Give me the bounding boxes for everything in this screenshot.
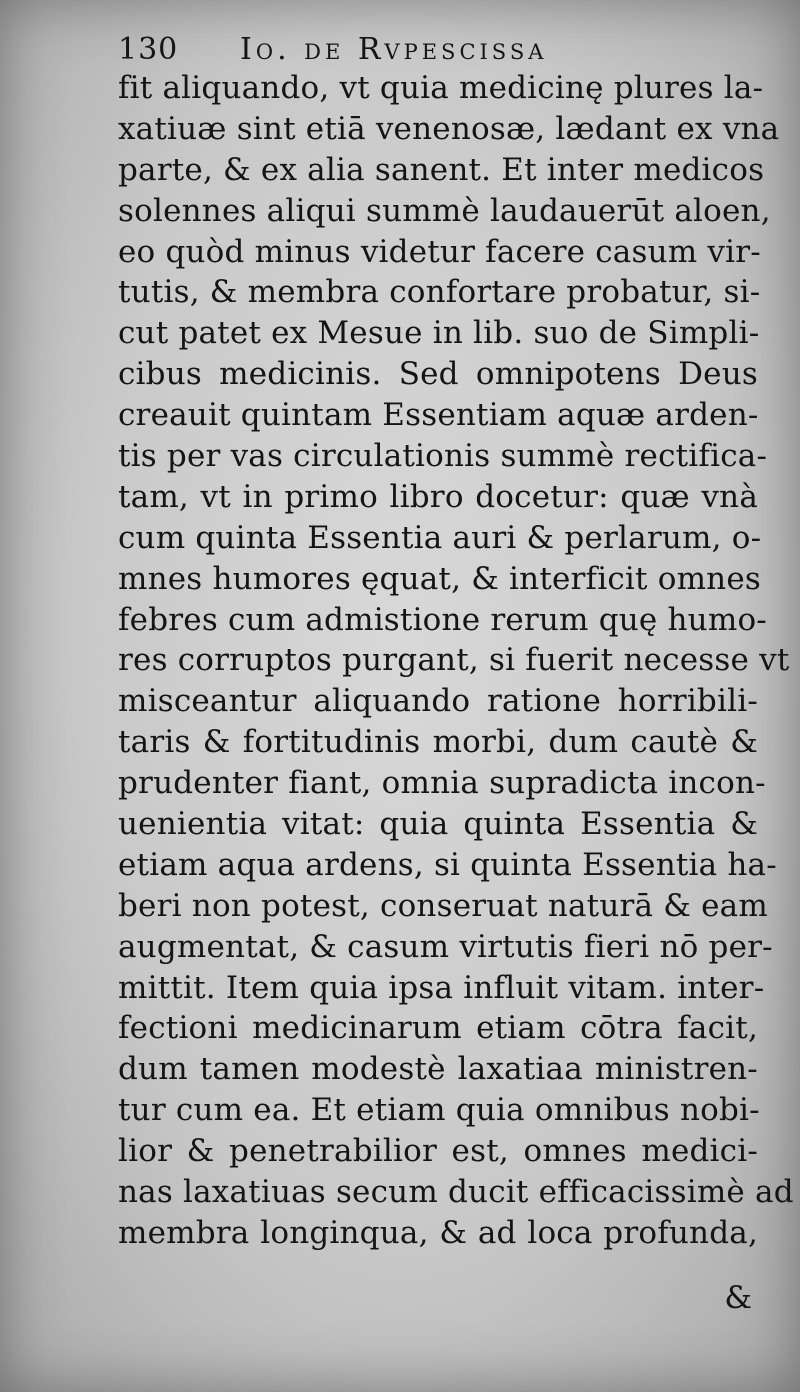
text-line: cut patet ex Mesue in lib. suo de Simpli- <box>118 315 760 352</box>
text-line: solennes aliqui summè laudauerūt aloen, <box>118 192 771 229</box>
text-line: res corruptos purgant, si fuerit necesse vt <box>118 642 790 679</box>
text-line: nas laxatiuas secum ducit efficacissimè ad <box>118 1174 794 1211</box>
text-line: fit aliquando, vt quia medicinę plures la- <box>118 70 764 106</box>
text-line: tur cum ea. Et etiam quia omnibus nobi- <box>118 1092 760 1129</box>
text-line: prudenter fiant, omnia supradicta incon- <box>118 765 766 802</box>
text-line: tis per vas circulationis summè rectifica- <box>118 438 768 475</box>
text-line: lior & penetrabilior est, omnes medici- <box>118 1133 758 1170</box>
text-line: mittit. Item quia ipsa influit vitam. inter- <box>118 969 765 1006</box>
text-line: parte, & ex alia sanent. Et inter medicos <box>118 151 765 188</box>
text-line: beri non potest, conseruat naturā & eam <box>118 887 768 924</box>
text-line: cibus medicinis. Sed omnipotens Deus <box>118 356 758 393</box>
text-line: dum tamen modestè laxatiaa ministren- <box>118 1051 758 1088</box>
text-line: mnes humores ęquat, & interficit omnes <box>118 560 761 597</box>
text-line: etiam aqua ardens, si quinta Essentia ha- <box>118 846 777 883</box>
body-text <box>118 68 794 1254</box>
catchword: & <box>724 1280 752 1316</box>
text-line: febres cum admistione rerum quę humo- <box>118 601 767 638</box>
text-line: xatiuæ sint etiā venenosæ, lædant ex vna <box>118 110 780 147</box>
text-line: tam, vt in primo libro docetur: quæ vnà <box>118 478 758 515</box>
page-header <box>118 26 718 70</box>
page-number: 130 <box>118 32 179 67</box>
text-line: tutis, & membra confortare probatur, si- <box>118 274 761 311</box>
text-line: taris & fortitudinis morbi, dum cautè & <box>118 724 758 761</box>
text-line: misceantur aliquando ratione horribili- <box>118 683 758 720</box>
text-line: creauit quintam Essentiam aquæ arden- <box>118 397 759 434</box>
text-line: uenientia vitat: quia quinta Essentia & <box>118 806 758 843</box>
text-line: membra longinqua, & ad loca profunda, <box>118 1214 758 1251</box>
running-head: Io. de Rvpescissa <box>240 32 548 67</box>
text-line: augmentat, & casum virtutis fieri nō per- <box>118 928 773 965</box>
text-line: fectioni medicinarum etiam cōtra facit, <box>118 1010 758 1047</box>
text-line: cum quinta Essentia auri & perlarum, o- <box>118 519 762 556</box>
text-line: eo quòd minus videtur facere casum vir- <box>118 233 761 270</box>
